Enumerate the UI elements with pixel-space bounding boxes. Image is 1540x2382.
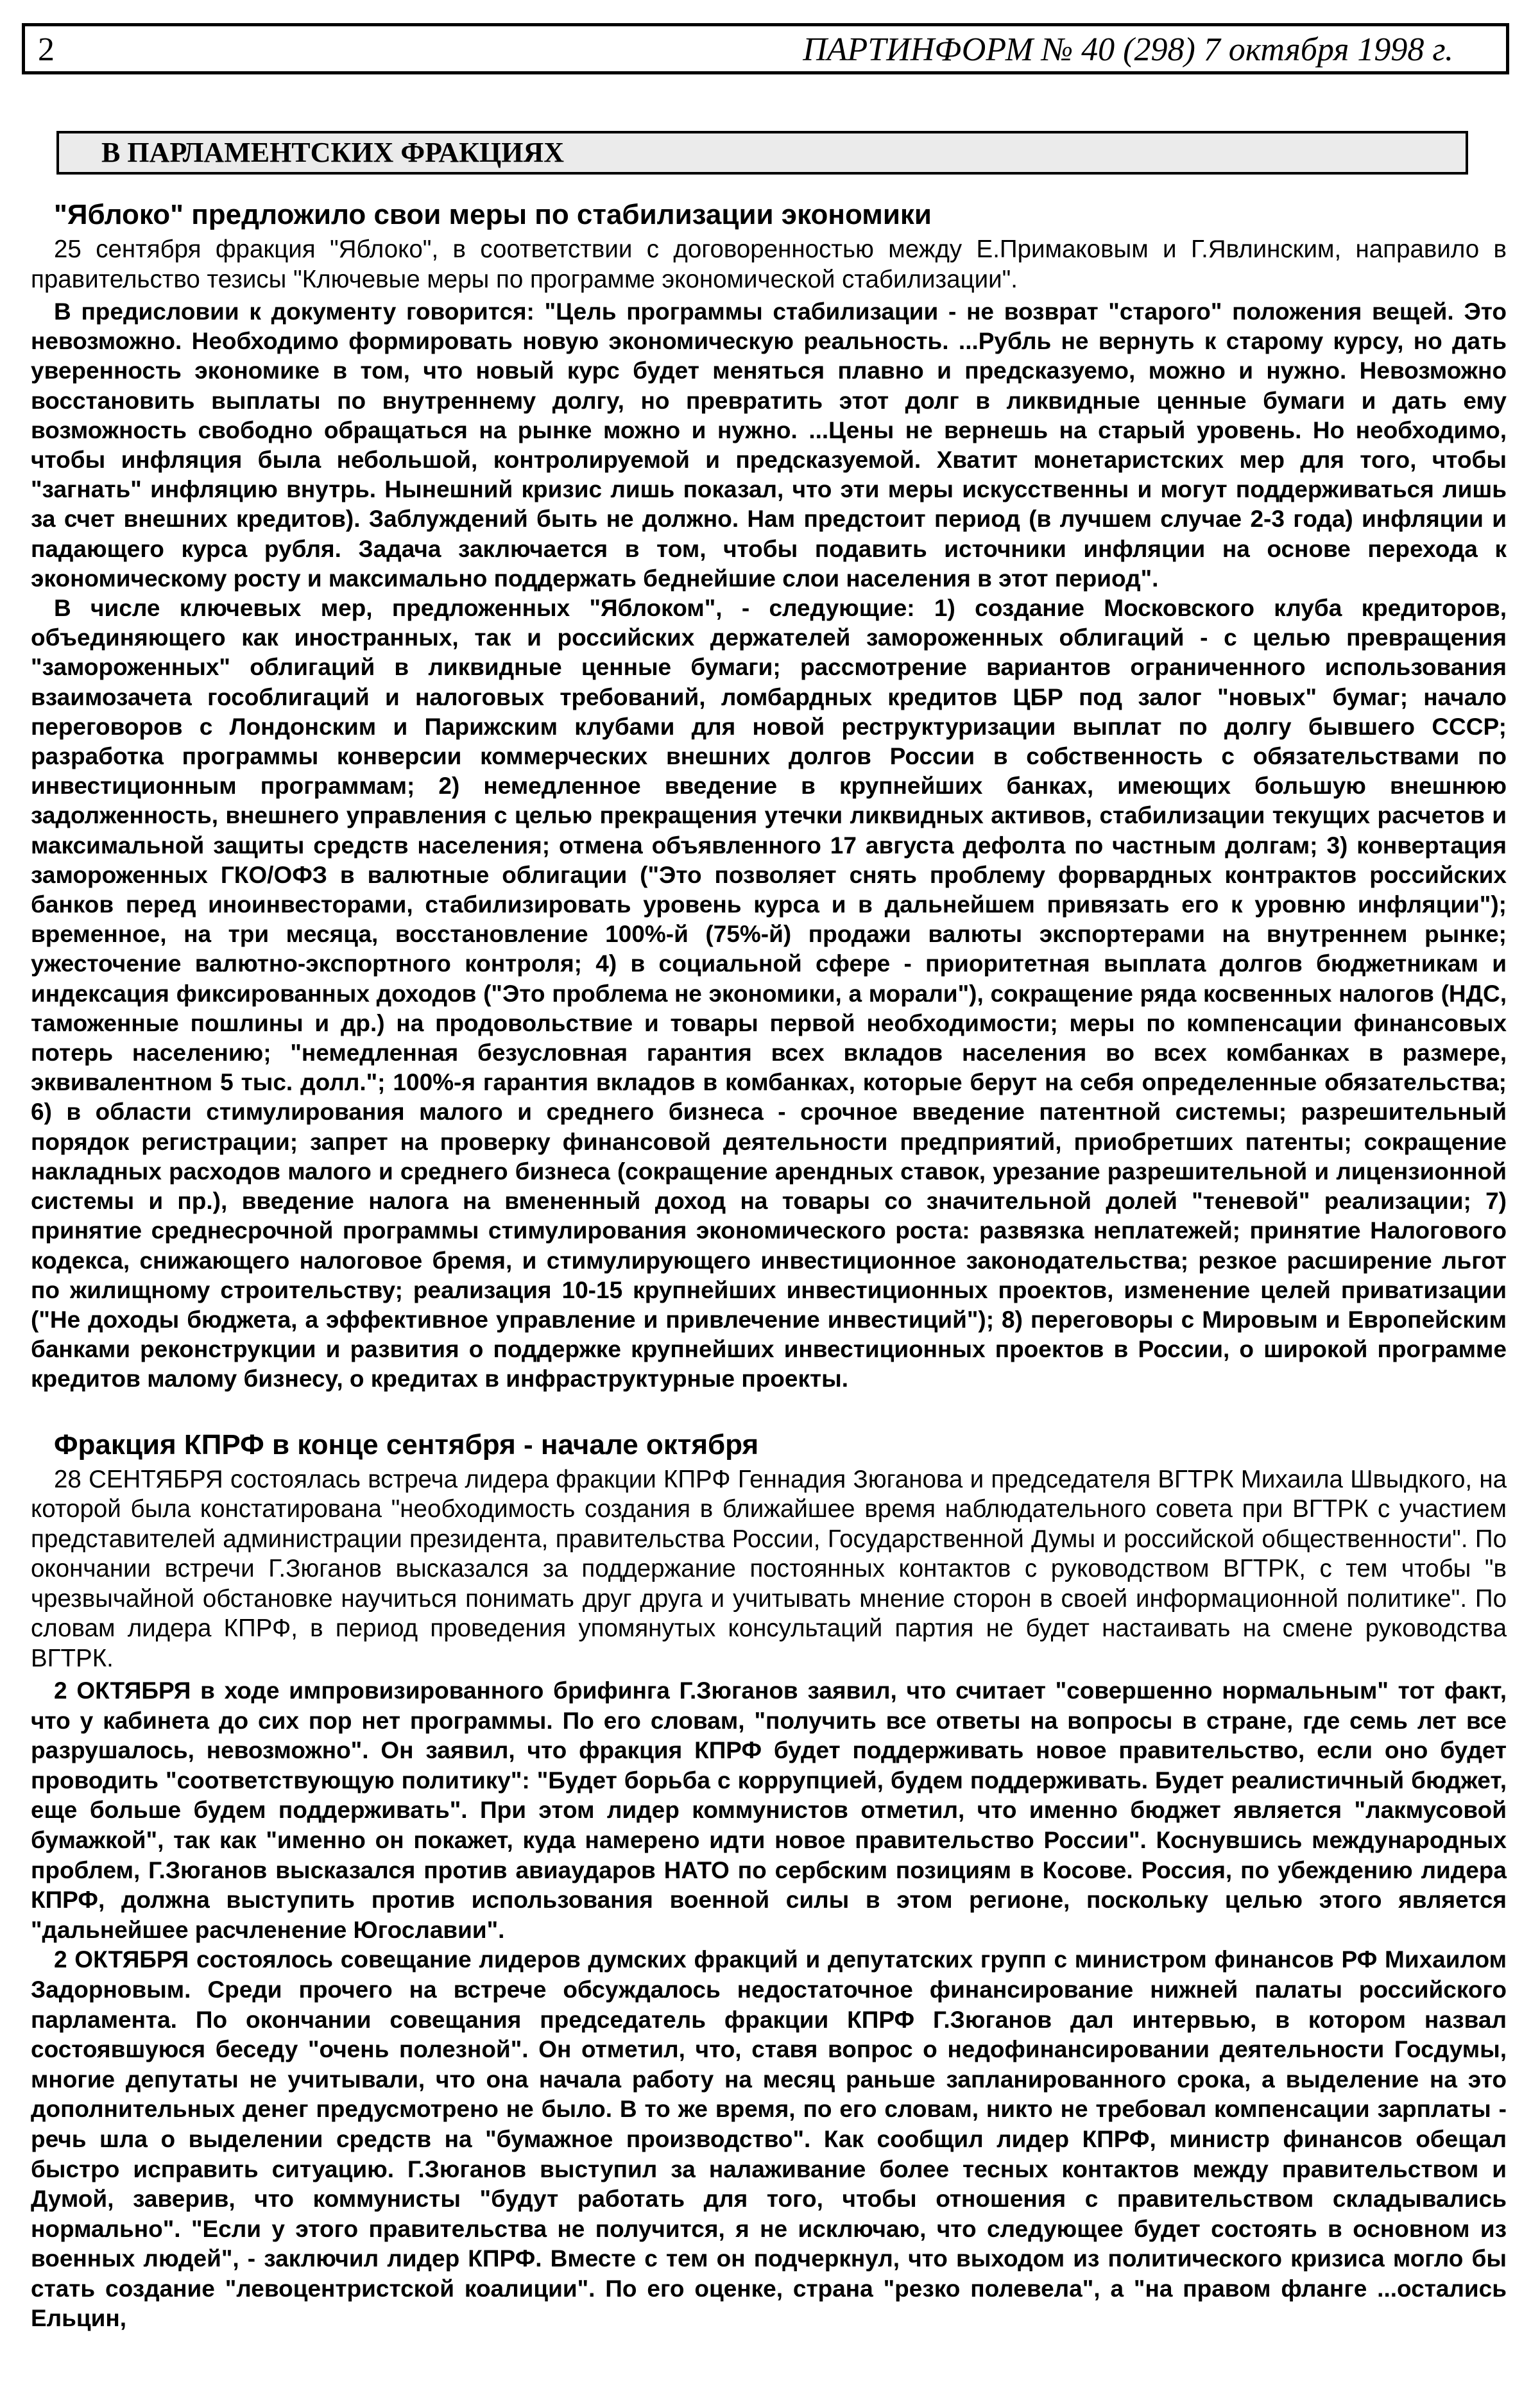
article1-headline: "Яблоко" предложило свои меры по стабилизации экономики — [54, 199, 932, 230]
article2-lead: 28 СЕНТЯБРЯ состоялась встреча лидера фракции КПРФ Геннадия Зюганова и председателя ВГТРК Михаила Швыдкого, на которой была констатирована "необходимость создания в ближайшее время наблюдательного совета при ВГТРК с участием представителей администрации президента, правительства России, Государственной Думы и российской общественности". По окончании встречи Г.Зюганов высказался за поддержание постоянных контактов с руководством ВГТРК, с тем чтобы "в чрезвычайной обстановке научиться понимать друг друга и учитывать мнение сторон в своей информационной политике". По словам лидера КПРФ, в период проведения упомянутых консультаций партия не будет настаивать на смене руководства ВГТРК. — [31, 1465, 1507, 1672]
section-title: В ПАРЛАМЕНТСКИХ ФРАКЦИЯХ — [56, 131, 1468, 175]
article-content — [31, 198, 1507, 2334]
article1-paragraph: В предисловии к документу говорится: "Цель программы стабилизации - не возврат "старого" положения вещей. Это невозможно. Необходимо формировать новую экономическую реальность. ...Рубль не вернуть к старому курсу, но дать уверенность экономике в том, что новый курс будет меняться плавно и предсказуемо, можно и нужно. Невозможно восстановить выплаты по внутреннему долгу, но превратить этот долг в ликвидные ценные бумаги и дать ему возможность свободно обращаться на рынке можно и нужно. ...Цены не вернешь на старый уровень. Но необходимо, чтобы инфляция была небольшой, контролируемой и предсказуемой. Хватит монетаристских мер для того, чтобы "загнать" инфляцию внутрь. Нынешний кризис лишь показал, что эти меры искусственны и могут поддерживаться лишь за счет внешних кредитов). Заблуждений быть не должно. Нам предстоит период (в лучшем случае 2-3 года) инфляции и падающего курса рубля. Задача заключается в том, чтобы подавить источники инфляции на основе перехода к экономическому росту и максимально поддержать беднейшие слои населения в этот период". — [31, 298, 1507, 592]
article2-paragraph: 2 ОКТЯБРЯ в ходе импровизированного брифинга Г.Зюганов заявил, что считает "совершенно нормальным" тот факт, что у кабинета до сих пор нет программы. По его словам, "получить все ответы на вопросы в стране, где семь лет все разрушалось, невозможно". Он заявил, что фракция КПРФ будет поддерживать новое правительство, если оно будет проводить "соответствующую политику": "Будет борьба с коррупцией, будем поддерживать. Будет реалистичный бюджет, еще больше будем поддерживать". При этом лидер коммунистов отметил, что именно бюджет является "лакмусовой бумажкой", так как "именно он покажет, куда намерено идти новое правительство России". Коснувшись международных проблем, Г.Зюганов высказался против авиаударов НАТО по сербским позициям в Косове. Россия, по убеждению лидера КПРФ, должна выступить против использования военной силы в этом регионе, поскольку целью этого является "дальнейшее расчленение Югославии". — [31, 1677, 1507, 1943]
page-number: 2 — [38, 31, 55, 68]
article2-headline: Фракция КПРФ в конце сентября - начале октября — [54, 1428, 759, 1461]
issue-info: ПАРТИНФОРМ № 40 (298) 7 октября 1998 г. — [803, 31, 1453, 68]
article1-lead: 25 сентября фракция "Яблоко", в соответствии с договоренностью между Е.Примаковым и Г.Явлинским, направило в правительство тезисы "Ключевые меры по программе экономической стабилизации". — [31, 236, 1507, 293]
article2-paragraph: 2 ОКТЯБРЯ состоялось совещание лидеров думских фракций и депутатских групп с министром финансов РФ Михаилом Задорновым. Среди прочего на встрече обсуждалось недостаточное финансирование нижней палаты российского парламента. По окончании совещания председатель фракции КПРФ Г.Зюганов дал интервью, в котором назвал состоявшуюся беседу "очень полезной". Он отметил, что, ставя вопрос о недофинансировании деятельности Госдумы, многие депутаты не учитывали, что она начала работу на месяц раньше запланированного срока, а выделение на это дополнительных денег предусмотрено не было. В то же время, по его словам, никто не требовал компенсации зарплаты - речь шла о выделении средств на "бумажное производство". Как сообщил лидер КПРФ, министр финансов обещал быстро исправить ситуацию. Г.Зюганов выступил за налаживание более тесных контактов между правительством и Думой, заверив, что коммунисты "будут работать для того, чтобы отношения с правительством складывались нормально". "Если у этого правительства не получится, я не исключаю, что следующее будет состоять в основном из военных людей", - заключил лидер КПРФ. Вместе с тем он подчеркнул, что выходом из политического кризиса могло бы стать создание "левоцентристской коалиции". По его оценке, страна "резко полевела", а "на правом фланге ...остались Ельцин, — [31, 1946, 1507, 2332]
page-header — [22, 23, 1509, 74]
article1-paragraph: В числе ключевых мер, предложенных "Яблоком", - следующие: 1) создание Московского клуба кредиторов, объединяющего как иностранных, так и российских держателей замороженных облигаций - с целью превращения "замороженных" облигаций в ликвидные ценные бумаги; рассмотрение вариантов ограниченного использования взаимозачета гособлигаций и налоговых требований, ломбардных кредитов ЦБР под залог "новых" бумаг; начало переговоров с Лондонским и Парижским клубами для новой реструктуризации выплат по долгу бывшего СССР; разработка программы конверсии коммерческих внешних долгов России в собственность с обязательствами по инвестиционным программам; 2) немедленное введение в крупнейших банках, имеющих большую внешнюю задолженность, внешнего управления с целью прекращения утечки ликвидных активов, стабилизации текущих расчетов и максимальной защиты средств населения; отмена объявленного 17 августа дефолта по частным долгам; 3) конвертация замороженных ГКО/ОФЗ в валютные облигации ("Это позволяет снять проблему форвардных контрактов российских банков перед иноинвесторами, стабилизировать уровень курса и в дальнейшем привязать его к уровню инфляции"); временное, на три месяца, восстановление 100%-й (75%-й) продажи валюты экспортерами на внутреннем рынке; ужесточение валютно-экспортного контроля; 4) в социальной сфере - приоритетная выплата долгов бюджетникам и индексация фиксированных доходов ("Это проблема не экономики, а морали"), сокращение ряда косвенных налогов (НДС, таможенные пошлины и др.) на продовольствие и товары первой необходимости; меры по компенсации финансовых потерь населению; "немедленная безусловная гарантия всех вкладов населения во всех комбанках в размере, эквивалентном 5 тыс. долл."; 100%-я гарантия вкладов в комбанках, которые берут на себя определенные обязательства; 6) в области стимулирования малого и среднего бизнеса - срочное введение патентной системы; разрешительный порядок регистрации; запрет на проверку финансовой деятельности предприятий, приобретших патенты; сокращение накладных расходов малого и среднего бизнеса (сокращение арендных ставок, урезание разрешительной и лицензионной системы и пр.), введение налога на вмененный доход на товары со значительной долей "теневой" реализации; 7) принятие среднесрочной программы стимулирования экономического роста: развязка неплатежей; принятие Налогового кодекса, снижающего налоговое бремя, и стимулирующего инвестиционное законодательства; резкое расширение льгот по жилищному строительству; реализация 10-15 крупнейших инвестиционных проектов, изменение целей приватизации ("Не доходы бюджета, а эффективное управление и привлечение инвестиций"); 8) переговоры с Мировым и Европейским банками реконструкции и развития о поддержке крупнейших инвестиционных проектов в России, о широкой программе кредитов малому бизнесу, о кредитах в инфраструктурные проекты. — [31, 595, 1507, 1392]
